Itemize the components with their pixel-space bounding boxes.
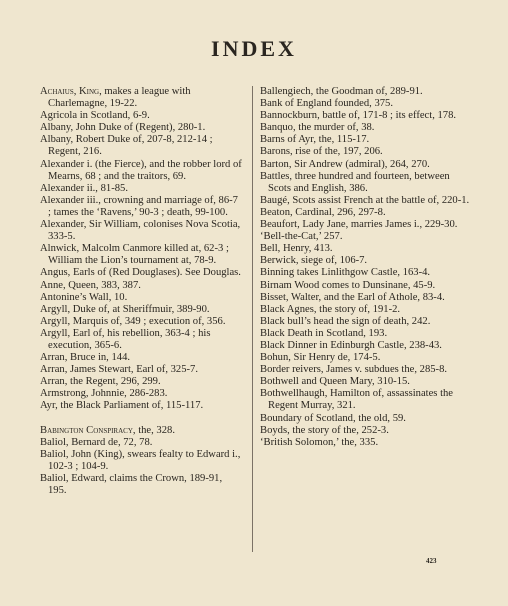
- index-entry-text: Anne, Queen, 383, 387.: [40, 279, 141, 291]
- index-entry-text: Battles, three hundred and fourteen, between Scots and English, 386.: [260, 170, 450, 194]
- index-entry-text: Berwick, siege of, 106-7.: [260, 255, 368, 267]
- index-entry: [40, 388, 242, 400]
- index-entry-text: Barons, rise of the, 197, 206.: [260, 146, 383, 158]
- index-entry: [40, 304, 242, 316]
- index-entry-text: Argyll, Earl of, his rebellion, 363-4 ; his execution, 365-6.: [40, 327, 211, 351]
- index-entry: [40, 316, 242, 328]
- index-entry-text: Antonine’s Wall, 10.: [40, 291, 128, 303]
- index-entry-text: Arran, Bruce in, 144.: [40, 352, 131, 364]
- index-entry-text: Armstrong, Johnnie, 286-283.: [40, 388, 168, 400]
- index-entry: [260, 280, 470, 292]
- index-entry: [260, 110, 470, 122]
- index-entry: [260, 364, 470, 376]
- index-entry-text: , the, 328.: [132, 424, 175, 436]
- index-entry: [40, 267, 242, 279]
- index-entry-text: ‘Bell-the-Cat,’ 257.: [260, 231, 343, 243]
- index-entry: [40, 352, 242, 364]
- index-entry: [260, 219, 470, 231]
- column-divider: [252, 86, 253, 552]
- index-entry-text: Baliol, John (King), swears fealty to Edward i., 102-3 ; 104-9.: [40, 448, 241, 472]
- page-number: 423: [426, 557, 437, 565]
- index-entry-head: Achaius, King: [40, 86, 100, 97]
- index-entry-text: Albany, Robert Duke of, 207-8, 212-14 ; Regent, 216.: [40, 134, 213, 158]
- index-entry: [260, 98, 470, 110]
- index-entry: [260, 255, 470, 267]
- index-entry: [40, 122, 242, 134]
- index-entry-text: Baugé, Scots assist French at the battle of, 220-1.: [260, 194, 470, 206]
- index-entry: [260, 352, 470, 364]
- index-entry-text: Ballengiech, the Goodman of, 289-91.: [260, 86, 423, 97]
- index-entry: [260, 388, 470, 412]
- index-entry: [40, 159, 242, 183]
- index-entry: [260, 304, 470, 316]
- index-entry-text: Arran, James Stewart, Earl of, 325-7.: [40, 364, 198, 376]
- index-entry: [40, 364, 242, 376]
- index-entry-text: Alexander iii., crowning and marriage of, 86-7 ; tames the ‘Ravens,’ 90-3 ; death, 99-100.: [40, 194, 238, 218]
- index-entry-text: Boyds, the story of the, 252-3.: [260, 424, 389, 436]
- index-entry: [40, 437, 242, 449]
- index-entry: [260, 207, 470, 219]
- index-entry-text: Boundary of Scotland, the old, 59.: [260, 412, 406, 424]
- index-entry: [260, 340, 470, 352]
- page-title: INDEX: [211, 36, 297, 61]
- index-entry: [40, 292, 242, 304]
- index-entry-text: , makes a league with Charlemagne, 19-22.: [48, 86, 191, 110]
- index-entry: [40, 86, 242, 110]
- index-entry: [40, 243, 242, 267]
- index-entry-text: Bisset, Walter, and the Earl of Athole, 83-4.: [260, 291, 445, 303]
- index-entry: [260, 376, 470, 388]
- index-entry: [260, 195, 470, 207]
- index-entry: [260, 328, 470, 340]
- index-entry-text: Binning takes Linlithgow Castle, 163-4.: [260, 267, 431, 279]
- index-entry: [40, 376, 242, 388]
- index-entry-text: Baliol, Bernard de, 72, 78.: [40, 436, 153, 448]
- index-column-right: [260, 86, 470, 449]
- index-entry: [260, 425, 470, 437]
- index-entry-text: Angus, Earls of (Red Douglases). See Douglas.: [40, 267, 241, 279]
- index-entry-text: Beaufort, Lady Jane, marries James i., 229-30.: [260, 219, 458, 231]
- entry-gap: [40, 413, 242, 425]
- index-entry: [40, 425, 242, 437]
- index-entry: [40, 195, 242, 219]
- index-entry-text: Beaton, Cardinal, 296, 297-8.: [260, 206, 386, 218]
- index-entry-text: Baliol, Edward, claims the Crown, 189-91, 195.: [40, 472, 223, 496]
- index-entry-text: Black bull’s head the sign of death, 242.: [260, 315, 431, 327]
- index-entry-text: Bank of England founded, 375.: [260, 98, 393, 110]
- index-entry-text: Bohun, Sir Henry de, 174-5.: [260, 352, 381, 364]
- index-entry-text: Alexander ii., 81-85.: [40, 182, 128, 194]
- index-entry-text: Bothwellhaugh, Hamilton of, assassinates the Regent Murray, 321.: [260, 388, 454, 412]
- index-entry: [40, 183, 242, 195]
- index-entry-text: Argyll, Duke of, at Sheriffmuir, 389-90.: [40, 303, 210, 315]
- index-entry-text: ‘British Solomon,’ the, 335.: [260, 436, 379, 448]
- index-entry-text: Arran, the Regent, 296, 299.: [40, 376, 161, 388]
- index-entry: [40, 110, 242, 122]
- index-entry: [260, 243, 470, 255]
- index-entry: [260, 171, 470, 195]
- index-entry: [260, 231, 470, 243]
- index-entry: [40, 400, 242, 412]
- index-entry-text: Bothwell and Queen Mary, 310-15.: [260, 376, 410, 388]
- index-entry: [260, 86, 470, 98]
- index-entry-head: Babington Conspiracy: [40, 424, 133, 436]
- index-entry-text: Bell, Henry, 413.: [260, 243, 333, 255]
- index-column-left: [40, 86, 242, 497]
- index-entry-text: Albany, John Duke of (Regent), 280-1.: [40, 122, 206, 134]
- index-entry-text: Agricola in Scotland, 6-9.: [40, 110, 150, 122]
- index-entry: [40, 328, 242, 352]
- index-entry-text: Argyll, Marquis of, 349 ; execution of, 356.: [40, 315, 226, 327]
- index-entry-text: Alexander, Sir William, colonises Nova Scotia, 333-5.: [40, 219, 241, 243]
- index-entry: [40, 134, 242, 158]
- index-entry: [260, 122, 470, 134]
- index-entry: [40, 280, 242, 292]
- index-entry-text: Black Death in Scotland, 193.: [260, 327, 388, 339]
- index-entry: [260, 437, 470, 449]
- index-entry-text: Barns of Ayr, the, 115-17.: [260, 134, 370, 146]
- index-entry-text: Bannockburn, battle of, 171-8 ; its effect, 178.: [260, 110, 457, 122]
- index-entry-text: Border reivers, James v. subdues the, 285-8.: [260, 364, 448, 376]
- index-entry: [40, 449, 242, 473]
- index-entry: [260, 146, 470, 158]
- index-entry: [260, 316, 470, 328]
- index-entry: [260, 292, 470, 304]
- index-entry-text: Alexander i. (the Fierce), and the robber lord of Mearns, 68 ; and the traitors, 69.: [40, 158, 242, 182]
- index-entry: [260, 267, 470, 279]
- index-entry-text: Black Agnes, the story of, 191-2.: [260, 303, 401, 315]
- index-entry: [260, 413, 470, 425]
- index-entry-text: Alnwick, Malcolm Canmore killed at, 62-3 ; William the Lion’s tournament at, 78-9.: [40, 243, 229, 267]
- index-entry-text: Barton, Sir Andrew (admiral), 264, 270.: [260, 158, 430, 170]
- index-entry-text: Banquo, the murder of, 38.: [260, 122, 375, 134]
- index-entry-text: Birnam Wood comes to Dunsinane, 45-9.: [260, 279, 436, 291]
- index-entry-text: Ayr, the Black Parliament of, 115-117.: [40, 400, 204, 412]
- index-entry: [40, 219, 242, 243]
- index-entry: [260, 134, 470, 146]
- index-entry: [260, 159, 470, 171]
- index-entry-text: Black Dinner in Edinburgh Castle, 238-43.: [260, 339, 442, 351]
- index-entry: [40, 473, 242, 497]
